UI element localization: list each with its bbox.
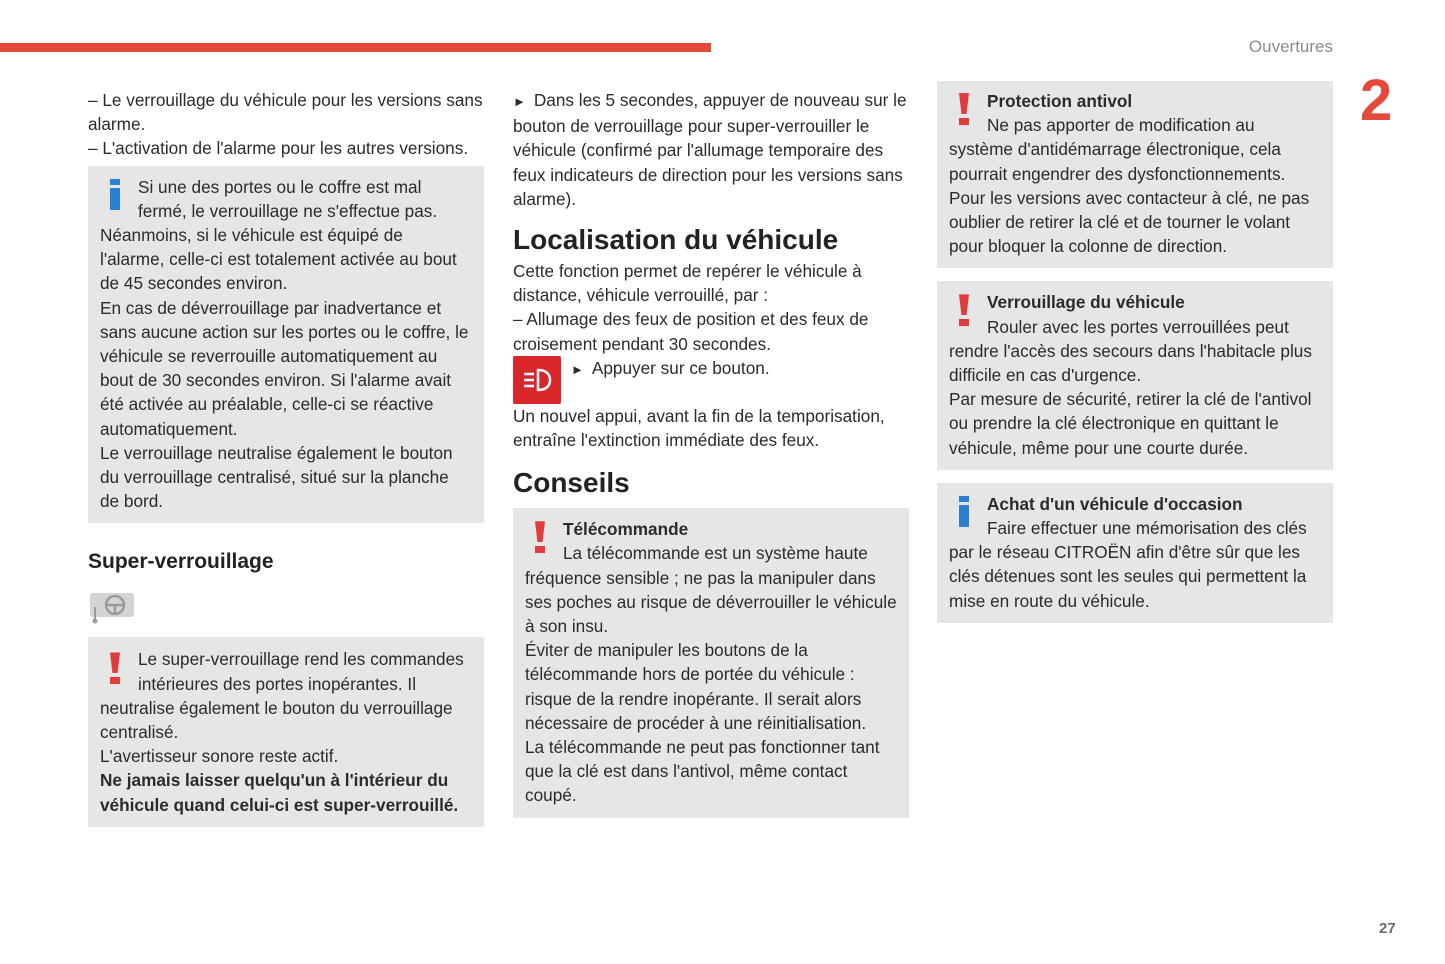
box-paragraph: Faire effectuer une mémorisation des clés par le réseau CITROËN afin d'être sûr que les clés détenues sont les seules qui permettent la mise en route du véhicule.	[949, 518, 1307, 611]
warning-icon	[100, 648, 138, 688]
box-title: Protection antivol	[987, 91, 1133, 111]
box-paragraph: Néanmoins, si le véhicule est équipé de l'alarme, celle-ci est totalement activée au bout de 45 secondes environ.	[100, 225, 457, 294]
step-paragraph: ► Dans les 5 secondes, appuyer de nouveau sur le bouton de verrouillage pour super-verrouiller le véhicule (confirmé par l'allumage temporaire des feux indicateurs de direction pour les versions sans alarme).	[513, 90, 907, 209]
intro-line: – L'activation de l'alarme pour les autres versions.	[88, 138, 469, 159]
localisation-intro: Cette fonction permet de repérer le véhicule à distance, véhicule verrouillé, par :	[513, 261, 862, 306]
info-icon	[949, 492, 987, 532]
box-paragraph: La télécommande ne peut pas fonctionner tant que la clé est dans l'antivol, même contact coupé.	[525, 737, 880, 806]
box-bold-warning: Ne jamais laisser quelqu'un à l'intérieur du véhicule quand celui-ci est super-verrouillé.	[100, 770, 459, 815]
intro-line: – Le verrouillage du véhicule pour les versions sans alarme.	[88, 90, 483, 135]
warning-box-super-verrouillage	[88, 637, 484, 826]
warning-icon	[949, 89, 987, 129]
localisation-note: Un nouvel appui, avant la fin de la temporisation, entraîne l'extinction immédiate des feux.	[513, 405, 885, 451]
steering-wheel-car-icon	[88, 587, 484, 627]
info-box-achat-occasion	[937, 483, 1333, 623]
box-title: Achat d'un véhicule d'occasion	[987, 493, 1243, 514]
box-paragraph: La télécommande est un système haute fréquence sensible ; ne pas la manipuler dans ses poches au risque de déverrouiller le véhicule à son insu.	[525, 543, 897, 637]
box-paragraph: Par mesure de sécurité, retirer la clé de l'antivol ou prendre la clé électronique en quittant le véhicule, même pour une courte durée.	[949, 389, 1312, 458]
warning-box-telecommande	[513, 508, 909, 817]
localisation-step	[513, 356, 909, 404]
box-paragraph: L'avertisseur sonore reste actif.	[100, 746, 339, 767]
warning-icon	[949, 290, 987, 330]
chapter-number: 2	[1360, 68, 1393, 133]
box-title: Télécommande	[563, 519, 689, 540]
box-paragraph: Le verrouillage neutralise également le bouton du verrouillage centralisé, situé sur la planche de bord.	[100, 442, 453, 512]
header-accent-bar	[0, 43, 711, 52]
box-paragraph: Ne pas apporter de modification au système d'antidémarrage électronique, cela pourrait engendrer des dysfonctionnements.	[949, 115, 1286, 184]
box-paragraph: Si une des portes ou le coffre est mal fermé, le verrouillage ne s'effectue pas.	[138, 176, 438, 221]
page-number: 27	[1379, 920, 1396, 937]
localisation-heading: Localisation du véhicule	[513, 224, 839, 256]
column-right	[937, 81, 1333, 623]
column-middle	[513, 88, 909, 818]
localisation-step-text: Appuyer sur ce bouton.	[591, 357, 770, 378]
triangle-arrow-icon: ►	[513, 94, 526, 109]
section-title: Ouvertures	[1248, 37, 1333, 56]
warning-icon	[525, 517, 563, 557]
localisation-bullet: – Allumage des feux de position et des feux de croisement pendant 30 secondes.	[513, 309, 869, 354]
box-title: Verrouillage du véhicule	[987, 292, 1185, 313]
headlight-button-icon	[513, 356, 561, 404]
super-verrouillage-heading: Super-verrouillage	[88, 550, 274, 574]
box-paragraph: Le super-verrouillage rend les commandes intérieures des portes inopérantes. Il neutralise également le bouton du verrouillage centralisé.	[100, 649, 464, 743]
box-paragraph: Pour les versions avec contacteur à clé, ne pas oublier de retirer la clé et de tourner le volant pour bloquer la colonne de direction.	[949, 187, 1310, 257]
warning-box-verrouillage-vehicule	[937, 281, 1333, 469]
conseils-heading: Conseils	[513, 467, 630, 499]
box-paragraph: Rouler avec les portes verrouillées peut rendre l'accès des secours dans l'habitacle plus difficile en cas d'urgence.	[949, 316, 1312, 386]
column-left	[88, 88, 484, 827]
info-box-locking	[88, 166, 484, 524]
info-icon	[100, 175, 138, 215]
triangle-arrow-icon: ►	[571, 361, 584, 377]
box-paragraph: Éviter de manipuler les boutons de la télécommande hors de portée du véhicule : risque de la rendre inopérante. Il serait alors nécessaire de procéder à une réinitialisation.	[525, 640, 867, 733]
warning-box-protection-antivol	[937, 81, 1333, 268]
box-paragraph: En cas de déverrouillage par inadvertance et sans aucune action sur les portes ou le coffre, le véhicule se reverrouille automatiquement au bout de 30 secondes environ. Si l'alarme avait été activée au préalable, celle-ci se réactive automatiquement.	[100, 297, 469, 439]
